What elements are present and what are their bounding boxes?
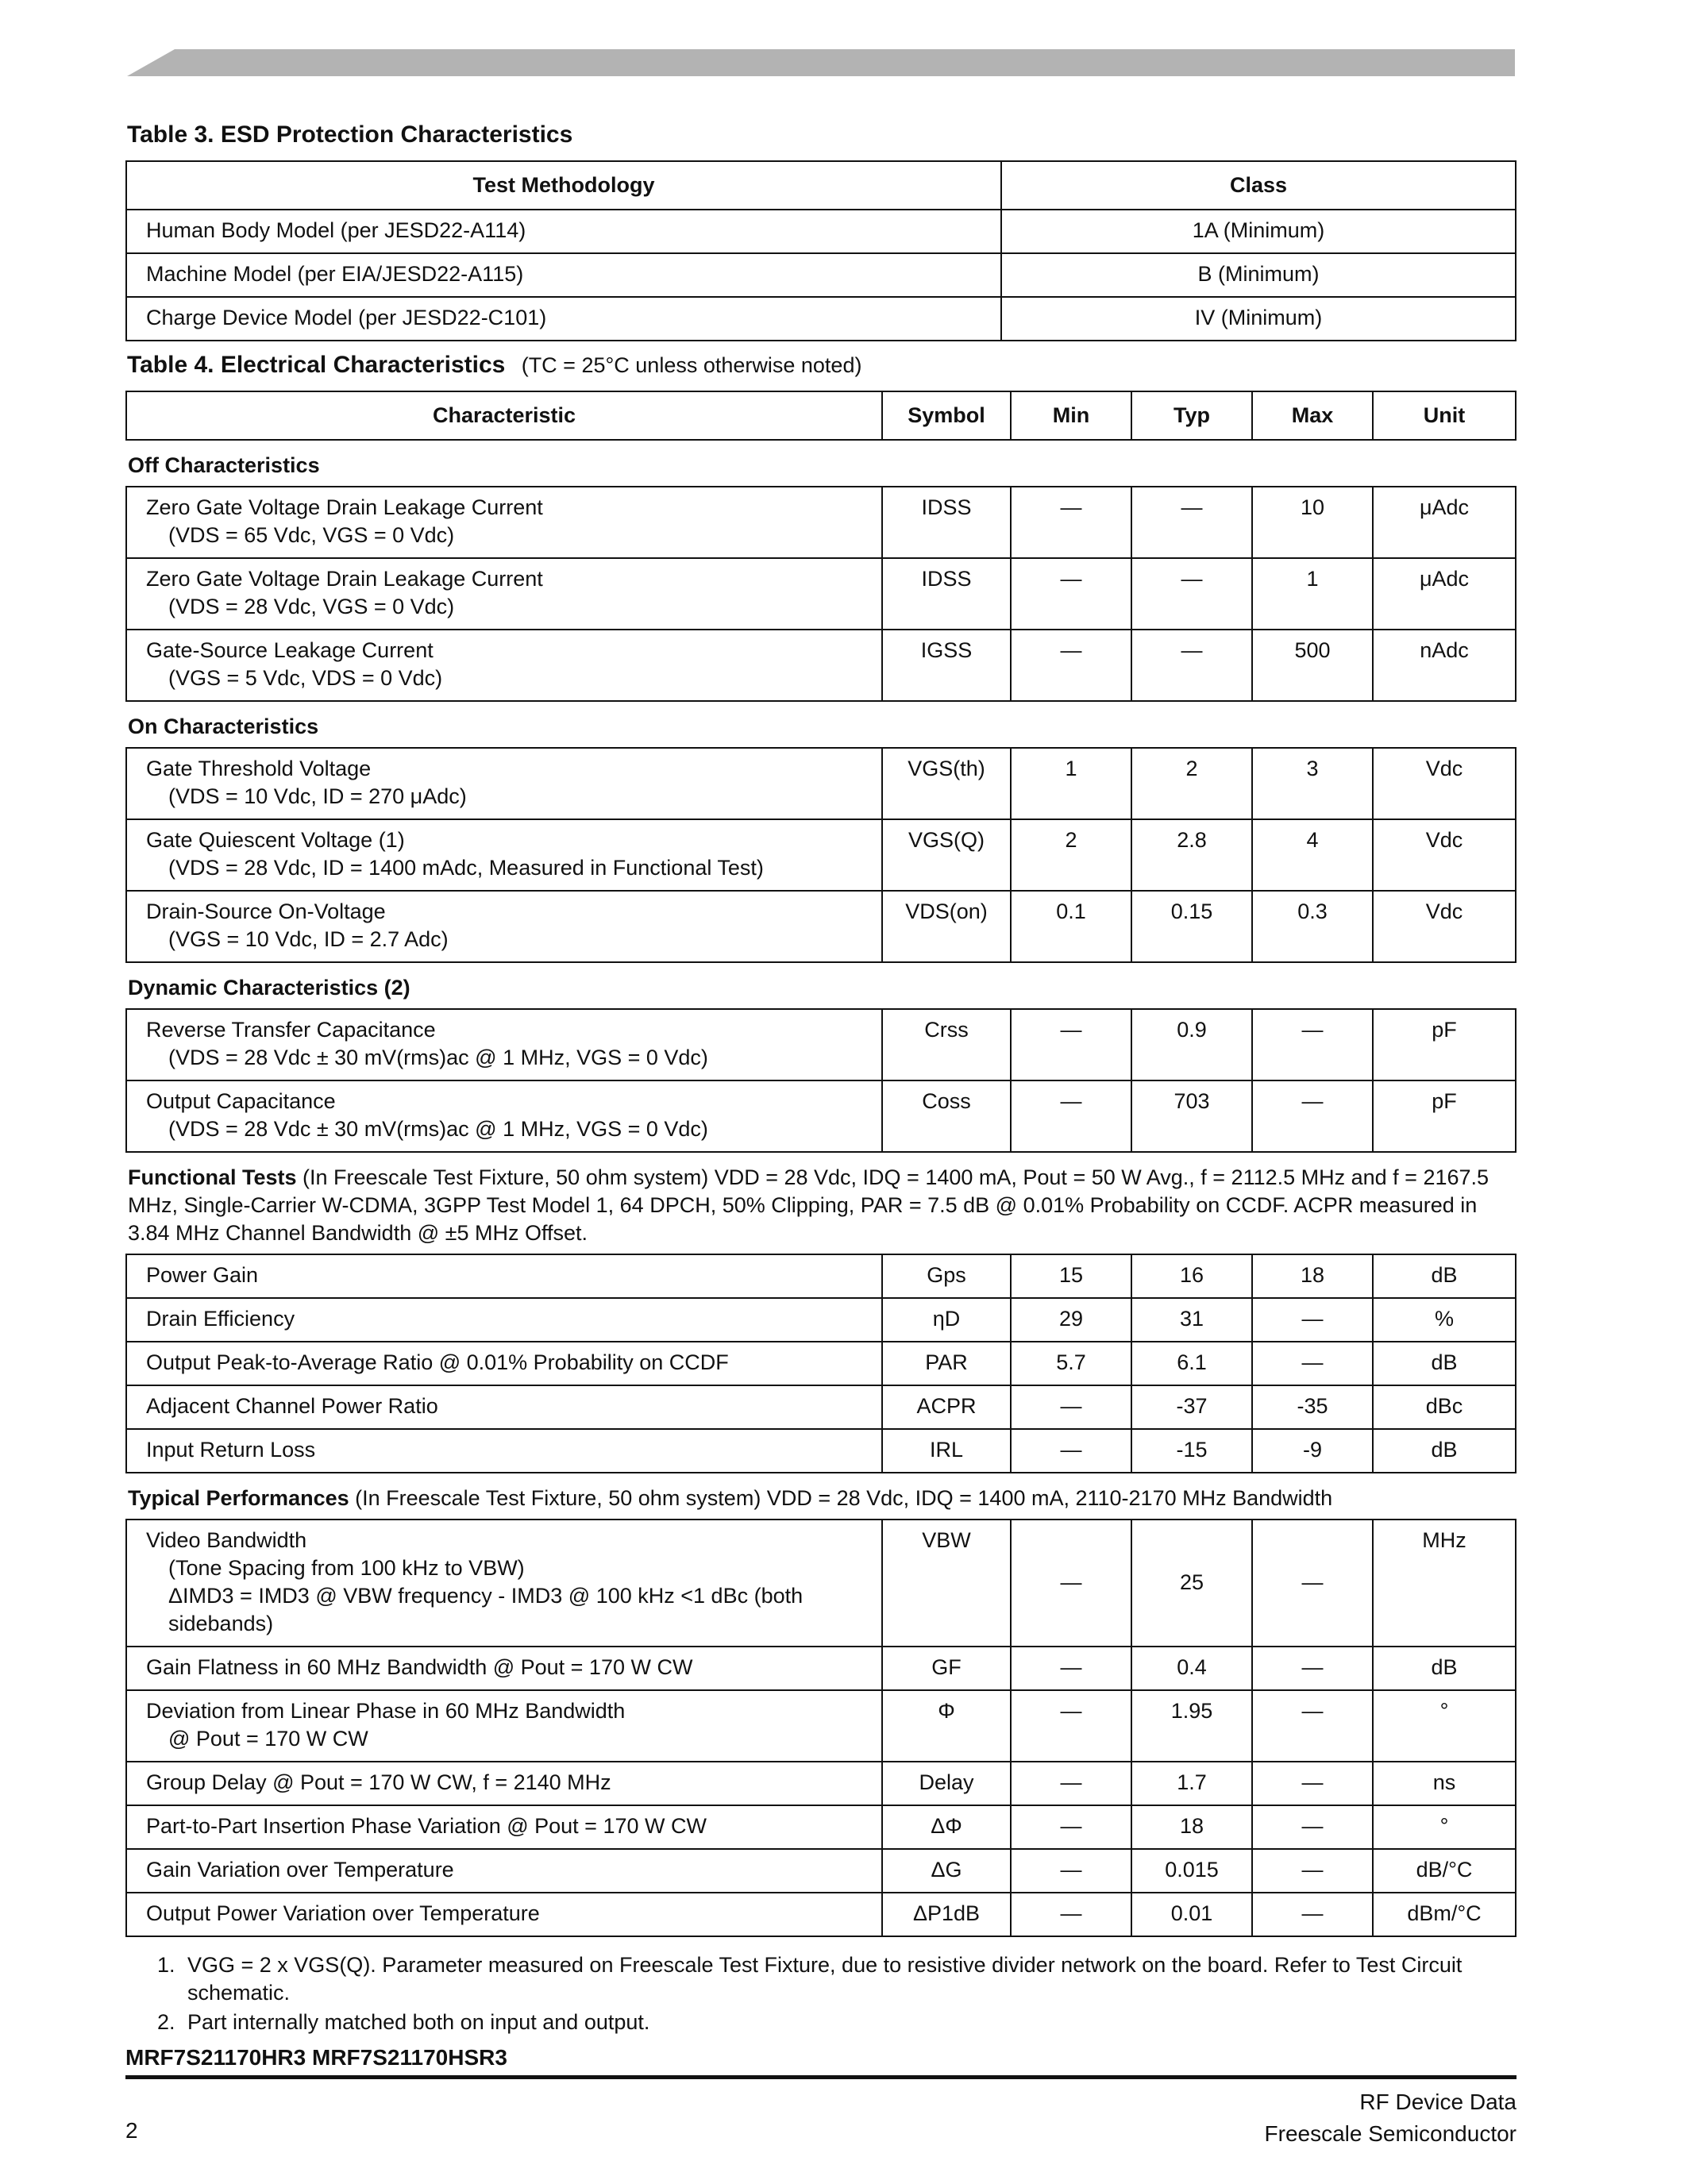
symbol-cell: VBW [882,1520,1011,1647]
characteristic-name: Gain Flatness in 60 MHz Bandwidth @ Pout = 170 W CW [146,1655,693,1679]
table-row [126,1298,1516,1342]
header-characteristic: Characteristic [126,391,882,440]
characteristic-cell [126,891,882,962]
test-methodology-cell: Charge Device Model (per JESD22-C101) [126,297,1001,341]
unit-cell: dB [1373,1254,1516,1298]
unit-cell: pF [1373,1009,1516,1080]
max-cell: — [1252,1805,1373,1849]
max-cell: -9 [1252,1429,1373,1473]
symbol-cell: VDS(on) [882,891,1011,962]
class-cell: B (Minimum) [1001,253,1516,297]
footnote-text: VGG = 2 x VGS(Q). Parameter measured on Freescale Test Fixture, due to resistive divider network on the board. Refer to Test Circuit schematic. [187,1953,1463,2005]
min-cell: — [1011,1805,1131,1849]
characteristic-name: Zero Gate Voltage Drain Leakage Current [146,567,543,591]
test-methodology-cell: Human Body Model (per JESD22-A114) [126,210,1001,253]
header-unit: Unit [1373,391,1516,440]
min-cell: 5.7 [1011,1342,1131,1385]
test-condition: (VDS = 10 Vdc, ID = 270 μAdc) [168,784,467,808]
typ-cell: 703 [1131,1080,1252,1152]
min-cell: — [1011,1849,1131,1893]
unit-cell: Vdc [1373,819,1516,891]
main-content [125,119,1517,2038]
characteristic-cell [126,1009,882,1080]
characteristic-cell [126,1254,882,1298]
test-condition: (Tone Spacing from 100 kHz to VBW) [168,1556,525,1580]
characteristic-name: Deviation from Linear Phase in 60 MHz Bandwidth [146,1699,626,1723]
table-row [126,487,1516,558]
characteristic-name: Drain Efficiency [146,1307,295,1331]
table-row [126,891,1516,962]
min-cell: 1 [1011,748,1131,819]
symbol-cell: IDSS [882,558,1011,630]
typ-cell: — [1131,487,1252,558]
characteristic-cell [126,819,882,891]
table-row [126,1849,1516,1893]
test-conditions-row [126,1473,1516,1520]
typ-cell: 0.4 [1131,1647,1252,1690]
table3-caption: Table 3. ESD Protection Characteristics [127,121,573,148]
symbol-cell: VGS(th) [882,748,1011,819]
esd-table [125,160,1517,341]
conditions-text: (In Freescale Test Fixture, 50 ohm system) VDD = 28 Vdc, IDQ = 1400 mA, 2110-2170 MHz Bandwidth [355,1486,1333,1510]
max-cell: -35 [1252,1385,1373,1429]
unit-cell: ° [1373,1690,1516,1762]
typ-cell: 31 [1131,1298,1252,1342]
table4-title: Table 4. Electrical Characteristics [127,352,506,378]
table-row [126,1893,1516,1936]
footer-line1: RF Device Data [1359,2090,1517,2114]
characteristic-cell [126,1762,882,1805]
section-title: Off Characteristics [126,440,1516,487]
typ-cell: 0.15 [1131,891,1252,962]
unit-cell: nAdc [1373,630,1516,701]
unit-cell: dB [1373,1429,1516,1473]
typ-cell: 6.1 [1131,1342,1252,1385]
typ-cell: 25 [1131,1520,1252,1647]
min-cell: — [1011,1080,1131,1152]
characteristic-name: Input Return Loss [146,1438,316,1462]
table-row [126,1009,1516,1080]
header-symbol: Symbol [882,391,1011,440]
section-title: Functional Tests [128,1165,297,1189]
min-cell: 2 [1011,819,1131,891]
min-cell: — [1011,1893,1131,1936]
max-cell: 1 [1252,558,1373,630]
typ-cell: 2.8 [1131,819,1252,891]
characteristic-name: Gain Variation over Temperature [146,1858,454,1882]
table4-condition: (TC = 25°C unless otherwise noted) [521,353,862,377]
section-title: Typical Performances [128,1486,349,1510]
table-row [126,1385,1516,1429]
min-cell: — [1011,1647,1131,1690]
symbol-cell: Φ [882,1690,1011,1762]
max-cell: — [1252,1690,1373,1762]
table-row [126,297,1516,341]
unit-cell: % [1373,1298,1516,1342]
footnote-text: Part internally matched both on input and output. [187,2010,650,2034]
typ-cell: -37 [1131,1385,1252,1429]
symbol-cell: VGS(Q) [882,819,1011,891]
test-condition: (VDS = 28 Vdc, ID = 1400 mAdc, Measured in Functional Test) [168,856,764,880]
test-condition: (VGS = 10 Vdc, ID = 2.7 Adc) [168,927,449,951]
min-cell: — [1011,487,1131,558]
typ-cell: 0.01 [1131,1893,1252,1936]
characteristic-cell [126,1690,882,1762]
footnote: 1. VGG = 2 x VGS(Q). Parameter measured on Freescale Test Fixture, due to resistive divider network on the board. Refer to Test Circuit schematic. [157,1951,1517,2007]
table-row [126,748,1516,819]
unit-cell: dBm/°C [1373,1893,1516,1936]
part-numbers: MRF7S21170HR3 MRF7S21170HSR3 [125,2045,507,2070]
characteristic-cell [126,1647,882,1690]
header-bar [127,49,1515,76]
conditions-text: (In Freescale Test Fixture, 50 ohm system) VDD = 28 Vdc, IDQ = 1400 mA, Pout = 50 W Avg., f = 2112.5 MHz and f = 2167.5 MHz, Single-Carrier W-CDMA, 3GPP Test Model 1, 64 DPCH, 50% Clipping, PAR = 7.5 dB @ 0.01% Probability on CCDF. ACPR measured in 3.84 MHz Channel Bandwidth @ ±5 MHz Offset. [128,1165,1490,1245]
characteristic-cell [126,1805,882,1849]
max-cell: — [1252,1647,1373,1690]
characteristic-cell [126,487,882,558]
min-cell: — [1011,1429,1131,1473]
table-row [126,819,1516,891]
max-cell: — [1252,1298,1373,1342]
unit-cell: Vdc [1373,891,1516,962]
max-cell: — [1252,1762,1373,1805]
symbol-cell: ACPR [882,1385,1011,1429]
header-typ: Typ [1131,391,1252,440]
typ-cell: -15 [1131,1429,1252,1473]
max-cell: — [1252,1849,1373,1893]
symbol-cell: ΔΦ [882,1805,1011,1849]
min-cell: — [1011,1385,1131,1429]
class-cell: 1A (Minimum) [1001,210,1516,253]
min-cell: 0.1 [1011,891,1131,962]
footer-publisher [1265,2086,1517,2150]
min-cell: — [1011,558,1131,630]
min-cell: — [1011,1520,1131,1647]
test-condition: @ Pout = 170 W CW [168,1727,368,1751]
section-row [126,701,1516,748]
section-title: Dynamic Characteristics (2) [126,962,1516,1009]
characteristic-name: Drain-Source On-Voltage [146,899,386,923]
max-cell: 3 [1252,748,1373,819]
max-cell: — [1252,1009,1373,1080]
typ-cell: 1.7 [1131,1762,1252,1805]
min-cell: — [1011,1762,1131,1805]
min-cell: — [1011,1009,1131,1080]
min-cell: — [1011,630,1131,701]
characteristic-cell [126,1080,882,1152]
characteristic-cell [126,1385,882,1429]
min-cell: 15 [1011,1254,1131,1298]
table-row [126,1690,1516,1762]
table-row [126,253,1516,297]
characteristic-cell [126,1342,882,1385]
unit-cell: ° [1373,1805,1516,1849]
test-condition: (VDS = 28 Vdc ± 30 mV(rms)ac @ 1 MHz, VGS = 0 Vdc) [168,1046,708,1069]
test-condition: (VGS = 5 Vdc, VDS = 0 Vdc) [168,666,443,690]
test-conditions [126,1152,1516,1254]
max-cell: 0.3 [1252,891,1373,962]
typ-cell: 1.95 [1131,1690,1252,1762]
table-row [126,1342,1516,1385]
footnote: 2. Part internally matched both on input and output. [157,2009,1517,2036]
unit-cell: μAdc [1373,558,1516,630]
characteristic-cell [126,630,882,701]
characteristic-name: Power Gain [146,1263,259,1287]
unit-cell: ns [1373,1762,1516,1805]
characteristic-name: Video Bandwidth [146,1528,307,1552]
typ-cell: — [1131,630,1252,701]
symbol-cell: Crss [882,1009,1011,1080]
typ-cell: 2 [1131,748,1252,819]
unit-cell: dB/°C [1373,1849,1516,1893]
characteristic-name: Gate-Source Leakage Current [146,638,434,662]
characteristic-cell [126,1429,882,1473]
section-row [126,440,1516,487]
unit-cell: dBc [1373,1385,1516,1429]
symbol-cell: Coss [882,1080,1011,1152]
unit-cell: μAdc [1373,487,1516,558]
class-cell: IV (Minimum) [1001,297,1516,341]
typ-cell: 0.9 [1131,1009,1252,1080]
symbol-cell: Delay [882,1762,1011,1805]
test-condition: (VDS = 65 Vdc, VGS = 0 Vdc) [168,523,455,547]
max-cell: 10 [1252,487,1373,558]
header-max: Max [1252,391,1373,440]
characteristic-name: Reverse Transfer Capacitance [146,1018,436,1042]
min-cell: — [1011,1690,1131,1762]
characteristic-name: Zero Gate Voltage Drain Leakage Current [146,495,543,519]
table-row [126,558,1516,630]
test-condition: (VDS = 28 Vdc ± 30 mV(rms)ac @ 1 MHz, VGS = 0 Vdc) [168,1117,708,1141]
max-cell: — [1252,1893,1373,1936]
max-cell: 18 [1252,1254,1373,1298]
table-row [126,1647,1516,1690]
unit-cell: dB [1373,1342,1516,1385]
section-row [126,962,1516,1009]
test-condition: (VDS = 28 Vdc, VGS = 0 Vdc) [168,595,455,618]
symbol-cell: PAR [882,1342,1011,1385]
typ-cell: — [1131,558,1252,630]
symbol-cell: IRL [882,1429,1011,1473]
header-class: Class [1001,161,1516,210]
characteristic-name: Output Power Variation over Temperature [146,1901,540,1925]
table-row [126,210,1516,253]
characteristic-name: Part-to-Part Insertion Phase Variation @ Pout = 170 W CW [146,1814,707,1838]
symbol-cell: IGSS [882,630,1011,701]
symbol-cell: GF [882,1647,1011,1690]
footer-line2: Freescale Semiconductor [1264,2121,1517,2146]
characteristic-name: Gate Threshold Voltage [146,757,372,780]
page-number: 2 [125,2118,138,2143]
characteristic-name: Adjacent Channel Power Ratio [146,1394,438,1418]
header-test-methodology: Test Methodology [126,161,1001,210]
unit-cell: pF [1373,1080,1516,1152]
max-cell: 500 [1252,630,1373,701]
typ-cell: 18 [1131,1805,1252,1849]
characteristic-name: Group Delay @ Pout = 170 W CW, f = 2140 MHz [146,1770,611,1794]
characteristic-name: Output Peak-to-Average Ratio @ 0.01% Probability on CCDF [146,1350,729,1374]
max-cell: — [1252,1520,1373,1647]
characteristic-name: Output Capacitance [146,1089,336,1113]
symbol-cell: ΔP1dB [882,1893,1011,1936]
table4-caption [127,349,1517,381]
symbol-cell: ΔG [882,1849,1011,1893]
table-row [126,1805,1516,1849]
symbol-cell: Gps [882,1254,1011,1298]
table-row [126,1520,1516,1647]
characteristic-cell [126,1893,882,1936]
typ-cell: 0.015 [1131,1849,1252,1893]
characteristic-cell [126,1520,882,1647]
min-cell: 29 [1011,1298,1131,1342]
table-row [126,1080,1516,1152]
test-methodology-cell: Machine Model (per EIA/JESD22-A115) [126,253,1001,297]
electrical-table [125,391,1517,1937]
max-cell: — [1252,1080,1373,1152]
header-min: Min [1011,391,1131,440]
test-conditions [126,1473,1516,1520]
table-row [126,1429,1516,1473]
table-row [126,1254,1516,1298]
max-cell: 4 [1252,819,1373,891]
typ-cell: 16 [1131,1254,1252,1298]
characteristic-cell [126,558,882,630]
unit-cell: Vdc [1373,748,1516,819]
symbol-cell: ηD [882,1298,1011,1342]
characteristic-cell [126,1298,882,1342]
footnotes [157,1951,1517,2036]
test-conditions-row [126,1152,1516,1254]
footer-rule [125,2075,1517,2079]
table-row [126,1762,1516,1805]
characteristic-cell [126,1849,882,1893]
characteristic-name: Gate Quiescent Voltage (1) [146,828,405,852]
max-cell: — [1252,1342,1373,1385]
section-title: On Characteristics [126,701,1516,748]
symbol-cell: IDSS [882,487,1011,558]
table-row [126,630,1516,701]
characteristic-cell [126,748,882,819]
test-condition: ΔIMD3 = IMD3 @ VBW frequency - IMD3 @ 100 kHz <1 dBc (both sidebands) [168,1584,804,1635]
unit-cell: MHz [1373,1520,1516,1647]
unit-cell: dB [1373,1647,1516,1690]
